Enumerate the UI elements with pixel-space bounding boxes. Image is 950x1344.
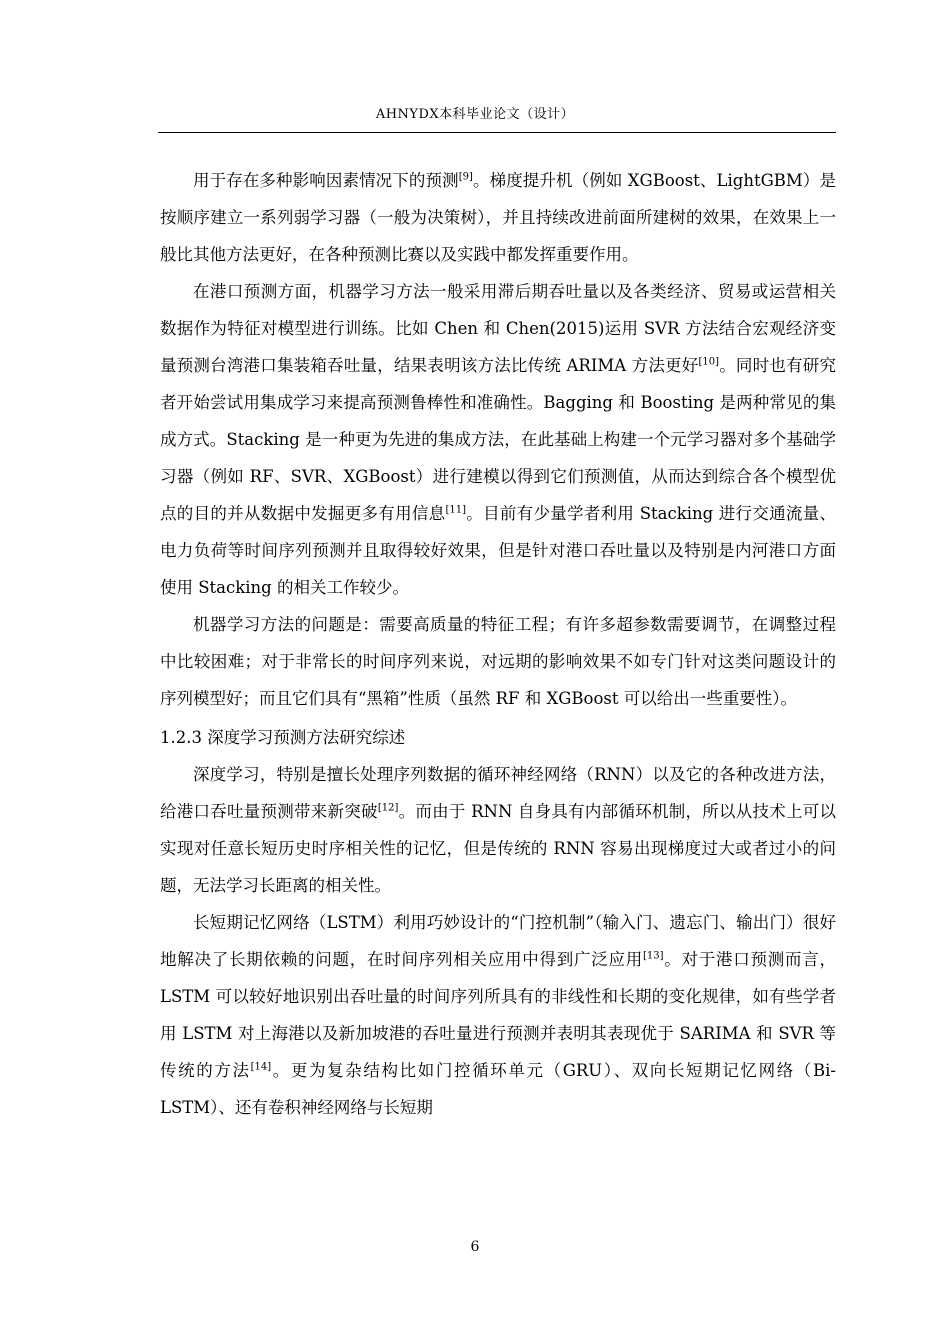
- paragraph: [160, 904, 836, 1126]
- section-heading: 1.2.3 深度学习预测方法研究综述: [160, 728, 406, 747]
- citation-mark: [11]: [445, 504, 466, 516]
- header-rule: [158, 132, 836, 133]
- text-run: 。梯度提升机（例如 XGBoost、LightGBM）是按顺序建立一系列弱学习器（一般为决策树），并且持续改进前面所建树的效果，在效果上一般比其他方法更好，在各种预测比赛以及实践中都发挥重要作用。: [160, 171, 836, 264]
- text-run: 长短期记忆网络（LSTM）利用巧妙设计的“门控机制”（输入门、遗忘门、输出门）很好地解决了长期依赖的问题，在时间序列相关应用中得到广泛应用: [160, 913, 836, 969]
- text-run: 。而由于 RNN 自身具有内部循环机制，所以从技术上可以实现对任意长短历史时序相关性的记忆，但是传统的 RNN 容易出现梯度过大或者过小的问题，无法学习长距离的相关性。: [160, 802, 836, 895]
- citation-mark: [13]: [642, 950, 664, 962]
- citation-mark: [12]: [377, 802, 399, 814]
- citation-mark: [9]: [458, 171, 473, 183]
- paragraph: [160, 162, 836, 273]
- running-header: AHNYDX本科毕业论文（设计）: [375, 107, 575, 122]
- text-run: 深度学习，特别是擅长处理序列数据的循环神经网络（RNN）以及它的各种改进方法，给港口吞吐量预测带来新突破: [160, 765, 836, 821]
- text-run: 。对于港口预测而言，LSTM 可以较好地识别出吞吐量的时间序列所具有的非线性和长期的变化规律，如有些学者用 LSTM 对上海港以及新加坡港的吞吐量进行预测并表明其表现优于 SARIMA 和 SVR 等传统的方法: [160, 950, 837, 1080]
- text-run: 用于存在多种影响因素情况下的预测: [193, 171, 459, 190]
- text-run: 机器学习方法的问题是：需要高质量的特征工程；有许多超参数需要调节，在调整过程中比较困难；对于非常长的时间序列来说，对远期的影响效果不如专门针对这类问题设计的序列模型好；而且它们具有“黑箱”性质（虽然 RF 和 XGBoost 可以给出一些重要性）。: [160, 615, 836, 708]
- paragraph: [160, 606, 836, 717]
- paragraph: [160, 756, 836, 904]
- text-run: 。同时也有研究者开始尝试用集成学习来提高预测鲁棒性和准确性。Bagging 和 Boosting 是两种常见的集成方式。Stacking 是一种更为先进的集成方法，在此基础上构建一个元学习器对多个基础学习器（例如 RF、SVR、XGBoost）进行建模以得到它们预测值，从而达到综合各个模型优点的目的并从数据中发掘更多有用信息: [160, 356, 836, 523]
- body-text: [160, 162, 836, 1126]
- citation-mark: [14]: [250, 1061, 272, 1073]
- citation-mark: [10]: [698, 356, 720, 368]
- page-number: 6: [470, 1239, 480, 1255]
- text-run: 。目前有少量学者利用 Stacking 进行交通流量、电力负荷等时间序列预测并且取得较好效果，但是针对港口吞吐量以及特别是内河港口方面使用 Stacking 的相关工作较少。: [160, 504, 837, 597]
- text-run: 在港口预测方面，机器学习方法一般采用滞后期吞吐量以及各类经济、贸易或运营相关数据作为特征对模型进行训练。比如 Chen 和 Chen(2015)运用 SVR 方法结合宏观经济变量预测台湾港口集装箱吞吐量，结果表明该方法比传统 ARIMA 方法更好: [160, 282, 836, 375]
- paragraph: [160, 273, 836, 606]
- text-run: 。更为复杂结构比如门控循环单元（GRU）、双向长短期记忆网络（Bi-LSTM）、还有卷积神经网络与长短期: [160, 1061, 836, 1117]
